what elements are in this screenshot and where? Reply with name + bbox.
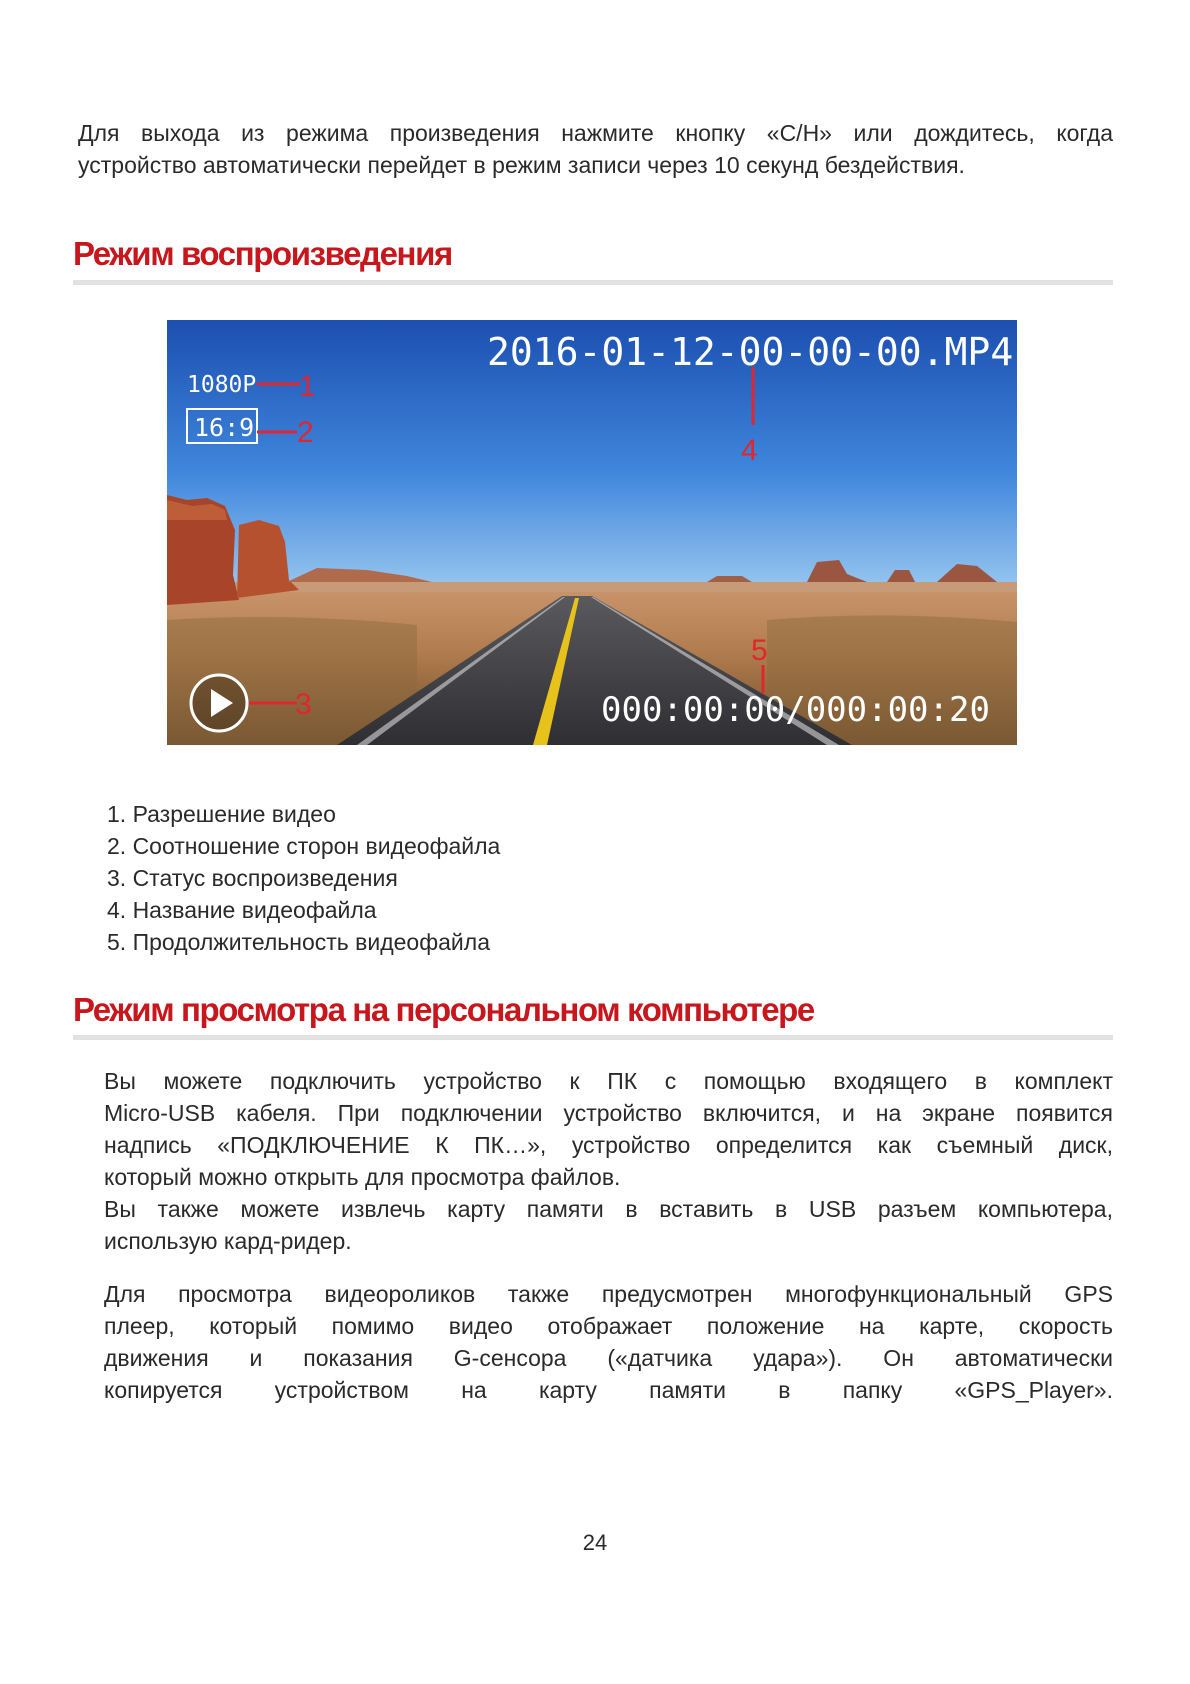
callout-number-1: 1 xyxy=(299,370,316,403)
paragraph-line: плеер, который помимо видео отображает положение на карте, скорость xyxy=(104,1313,1113,1339)
list-item: 3. Статус воспроизведения xyxy=(107,865,398,891)
paragraph-line: надпись «ПОДКЛЮЧЕНИЕ К ПК…», устройство определится как съемный диск, xyxy=(104,1132,1113,1158)
heading-divider xyxy=(73,280,1113,285)
time-display: 000:00:00/000:00:20 xyxy=(601,690,990,730)
list-item: 4. Название видеофайла xyxy=(107,897,377,923)
paragraph-line: который можно открыть для просмотра файлов. xyxy=(104,1164,621,1190)
list-item: 2. Соотношение сторон видеофайла xyxy=(107,833,501,859)
paragraph-line: движения и показания G-сенсора («датчика удара»). Он автоматически xyxy=(104,1345,1113,1371)
callout-number-3: 3 xyxy=(295,688,312,721)
section-title-pc-mode: Режим просмотра на персональном компьютере xyxy=(73,991,814,1028)
video-filename: 2016-01-12-00-00-00.MP4 xyxy=(487,330,1014,374)
intro-line: Для выхода из режима произведения нажмите кнопку «C/H» или дождитесь, когда xyxy=(78,120,1113,146)
list-item: 1. Разрешение видео xyxy=(107,801,336,827)
callout-number-4: 4 xyxy=(741,434,758,467)
paragraph-line: копируется устройством на карту памяти в папку «GPS_Player». xyxy=(104,1377,1113,1403)
play-icon xyxy=(191,675,247,731)
resolution-label: 1080P xyxy=(187,372,257,398)
pc-paragraph-3 xyxy=(104,1278,1113,1406)
paragraph-line: использую кард-ридер. xyxy=(104,1228,352,1254)
paragraph-line: Вы также можете извлечь карту памяти в вставить в USB разъем компьютера, xyxy=(104,1196,1113,1222)
page-number-visible: 24 xyxy=(582,1530,608,1555)
playback-screenshot xyxy=(167,320,1017,745)
aspect-ratio-label: 16:9 xyxy=(194,413,255,442)
intro-paragraph xyxy=(78,117,1113,181)
pc-paragraph-2 xyxy=(104,1193,1113,1257)
pc-paragraph-1 xyxy=(104,1065,1113,1193)
list-item: 5. Продолжительность видеофайла xyxy=(107,929,490,955)
callout-number-5: 5 xyxy=(751,634,768,667)
paragraph-line: Вы можете подключить устройство к ПК с помощью входящего в комплект xyxy=(104,1068,1113,1094)
callout-number-2: 2 xyxy=(297,416,314,449)
paragraph-line: Micro-USB кабеля. При подключении устройство включится, и на экране появится xyxy=(104,1100,1113,1126)
heading-divider xyxy=(73,1035,1113,1040)
section-title-playback: Режим воспроизведения xyxy=(73,235,452,272)
intro-line: устройство автоматически перейдет в режим записи через 10 секунд бездействия. xyxy=(78,152,965,178)
paragraph-line: Для просмотра видеороликов также предусмотрен многофункциональный GPS xyxy=(104,1281,1113,1307)
legend-list xyxy=(107,798,500,958)
